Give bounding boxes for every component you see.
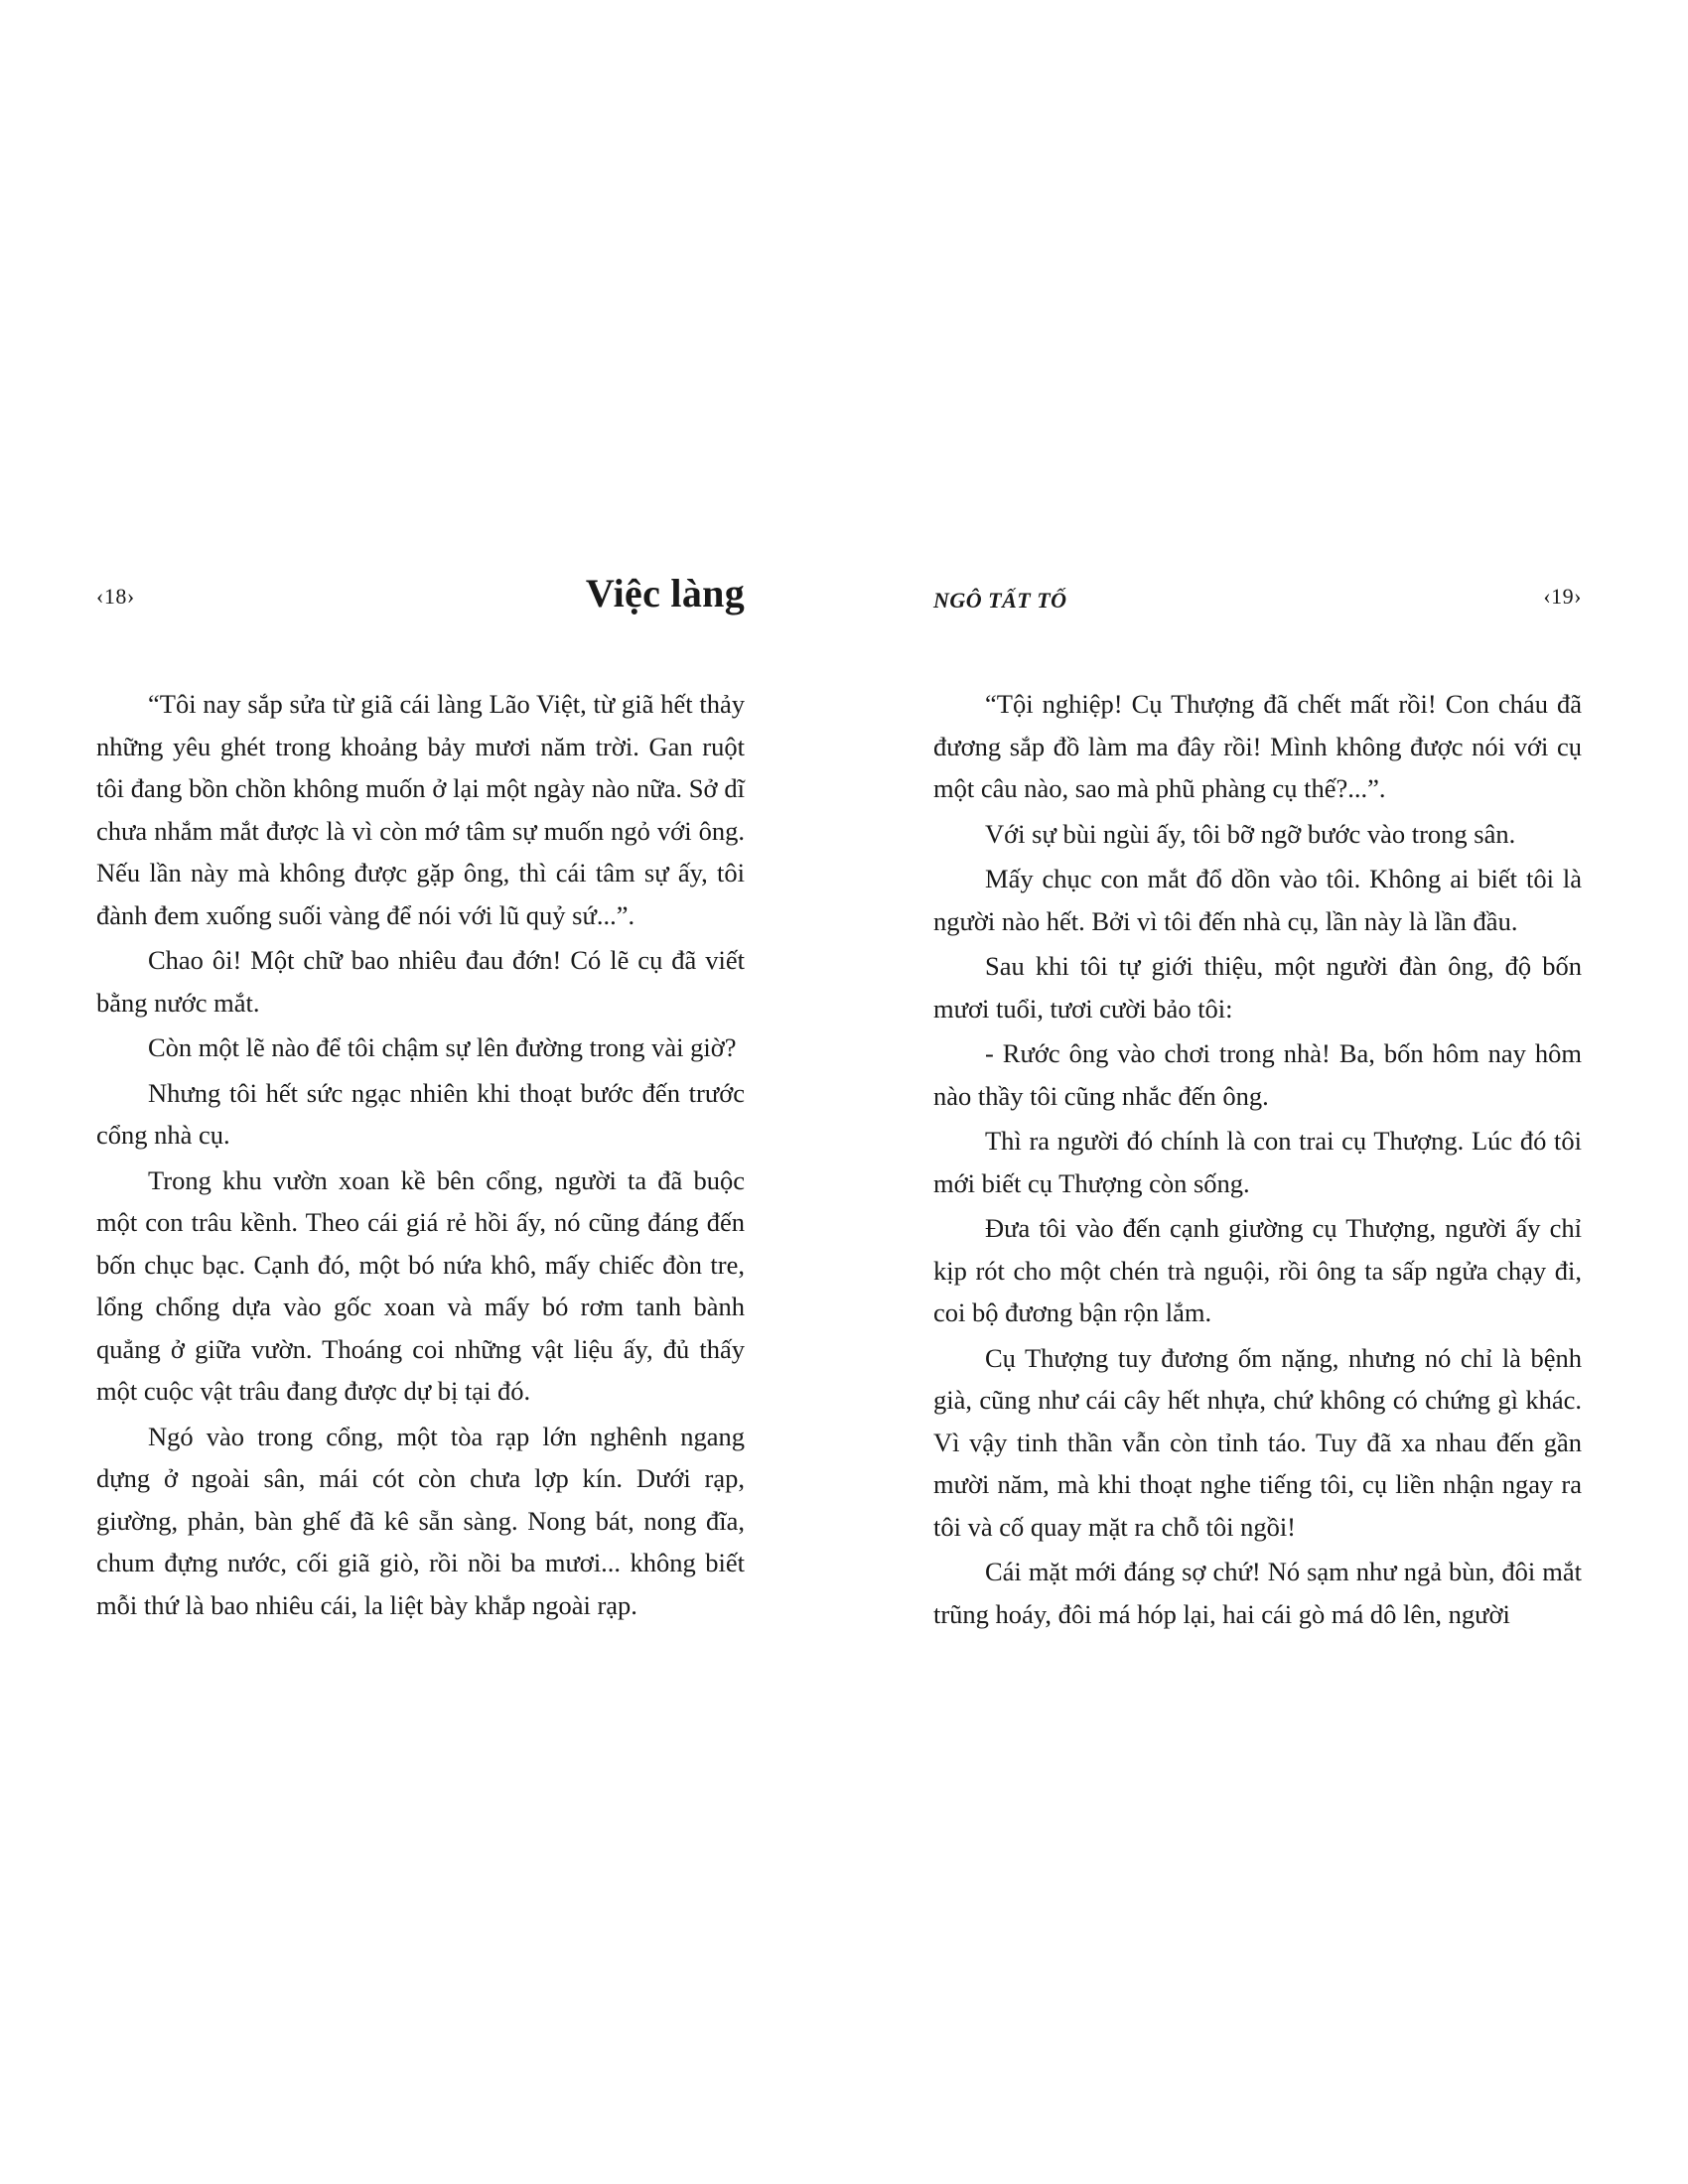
left-page-header — [96, 571, 745, 635]
paragraph: Đưa tôi vào đến cạnh giường cụ Thượng, người ấy chỉ kịp rót cho một chén trà nguội, rồi ông ta sấp ngửa chạy đi, coi bộ đương bận rộn lắm. — [933, 1213, 1582, 1327]
running-title: Việc làng — [585, 571, 745, 615]
right-page — [933, 576, 1582, 1638]
paragraph: Chao ôi! Một chữ bao nhiêu đau đớn! Có lẽ cụ đã viết bằng nước mắt. — [96, 945, 745, 1018]
left-page — [96, 571, 745, 1629]
left-page-body — [96, 683, 745, 1626]
paragraph: - Rước ông vào chơi trong nhà! Ba, bốn hôm nay hôm nào thầy tôi cũng nhắc đến ông. — [933, 1038, 1582, 1111]
paragraph: Nhưng tôi hết sức ngạc nhiên khi thoạt bước đến trước cổng nhà cụ. — [96, 1077, 745, 1150]
paragraph: Còn một lẽ nào để tôi chậm sự lên đường trong vài giờ? — [148, 1032, 737, 1062]
page-number: ‹19› — [1543, 584, 1582, 609]
paragraph: Mấy chục con mắt đổ dồn vào tôi. Không ai biết tôi là người nào hết. Bởi vì tôi đến nhà cụ, lần này là lần đầu. — [933, 864, 1582, 936]
right-page-header — [933, 576, 1582, 635]
running-author: NGÔ TẤT TỐ — [933, 588, 1067, 613]
paragraph: Cái mặt mới đáng sợ chứ! Nó sạm như ngả bùn, đôi mắt trũng hoáy, đôi má hóp lại, hai cái gò má dô lên, người — [933, 1557, 1582, 1629]
paragraph: Ngó vào trong cổng, một tòa rạp lớn nghênh ngang dựng ở ngoài sân, mái cót còn chưa lợp kín. Dưới rạp, giường, phản, bàn ghế đã kê sẵn sàng. Nong bát, nong đĩa, chum đựng nước, cối giã giò, rồi nồi ba mươi... không biết mỗi thứ là bao nhiêu cái, la liệt bày khắp ngoài rạp. — [96, 1421, 745, 1620]
right-page-body — [933, 683, 1582, 1635]
paragraph: Sau khi tôi tự giới thiệu, một người đàn ông, độ bốn mươi tuổi, tươi cười bảo tôi: — [933, 951, 1582, 1024]
paragraph: Cụ Thượng tuy đương ốm nặng, nhưng nó chỉ là bệnh già, cũng như cái cây hết nhựa, chứ không có chứng gì khác. Vì vậy tinh thần vẫn còn tỉnh táo. Tuy đã xa nhau đến gần mười năm, mà khi thoạt nghe tiếng tôi, cụ liền nhận ngay ra tôi và cố quay mặt ra chỗ tôi ngồi! — [933, 1342, 1582, 1542]
paragraph: “Tôi nay sắp sửa từ giã cái làng Lão Việt, từ giã hết thảy những yêu ghét trong khoảng bảy mươi năm trời. Gan ruột tôi đang bồn chồn không muốn ở lại một ngày nào nữa. Sở dĩ chưa nhắm mắt được là vì còn mớ tâm sự muốn ngỏ với ông. Nếu lần này mà không được gặp ông, thì cái tâm sự ấy, tôi đành đem xuống suối vàng để nói với lũ quỷ sứ...”. — [96, 689, 745, 930]
paragraph: Thì ra người đó chính là con trai cụ Thượng. Lúc đó tôi mới biết cụ Thượng còn sống. — [933, 1126, 1582, 1198]
paragraph: Trong khu vườn xoan kề bên cổng, người ta đã buộc một con trâu kềnh. Theo cái giá rẻ hồi ấy, nó cũng đáng đến bốn chục bạc. Cạnh đó, một bó nứa khô, mấy chiếc đòn tre, lổng chổng dựa vào gốc xoan và mấy bó rơm tanh bành quẳng ở giữa vườn. Thoáng coi những vật liệu ấy, đủ thấy một cuộc vật trâu đang được dự bị tại đó. — [96, 1164, 745, 1406]
paragraph: Với sự bùi ngùi ấy, tôi bỡ ngỡ bước vào trong sân. — [985, 818, 1516, 849]
paragraph: “Tội nghiệp! Cụ Thượng đã chết mất rồi! Con cháu đã đương sắp đồ làm ma đây rồi! Mình không được nói với cụ một câu nào, sao mà phũ phàng cụ thế?...”. — [933, 689, 1582, 803]
page-number: ‹18› — [96, 584, 135, 609]
